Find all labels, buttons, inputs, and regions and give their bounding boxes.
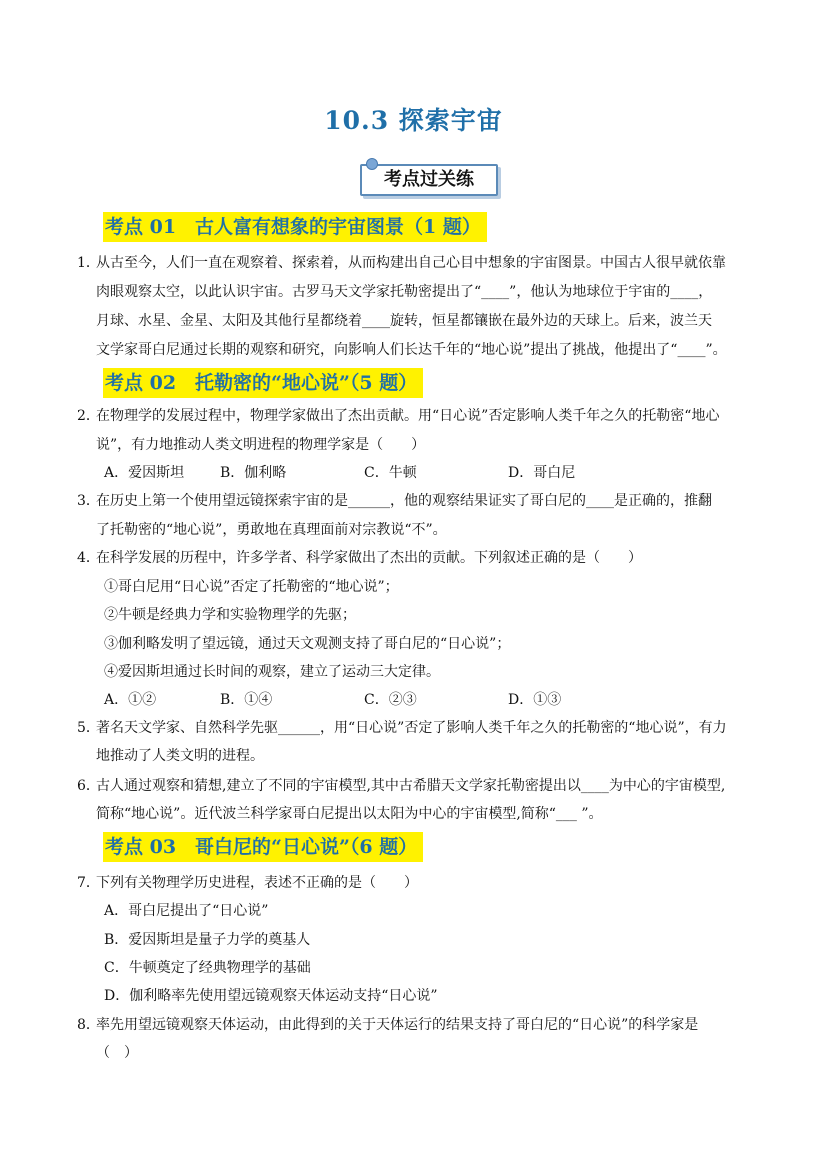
statement-item: ②牛顿是经典力学和实验物理学的先驱； <box>104 607 356 623</box>
statement-item: ④爱因斯坦通过长时间的观察，建立了运动三大定律。 <box>104 664 440 680</box>
option-b: B．爱因斯坦是量子力学的奠基人 <box>104 932 311 948</box>
statement-item: ③伽利略发明了望远镜，通过天文观测支持了哥白尼的“日心说”； <box>104 636 511 652</box>
question-number: 7． <box>77 875 100 891</box>
option-d: D．①③ <box>508 692 562 708</box>
question-line: 在物理学的发展过程中，物理学家做出了杰出贡献。用“日心说”否定影响人类千年之久的托勒密“地心 <box>96 408 720 424</box>
badge-label: 考点过关练 <box>360 164 498 196</box>
option-a: A．①② <box>104 692 157 708</box>
question-number: 8． <box>77 1017 100 1033</box>
question-number: 4． <box>77 550 100 566</box>
option-d: D．伽利略率先使用望远镜观察天体运动支持“日心说” <box>104 988 438 1004</box>
option-a: A．爱因斯坦 <box>104 465 185 481</box>
question-line: 率先用望远镜观察天体运动，由此得到的关于天体运行的结果支持了哥白尼的“日心说”的科学家是 <box>96 1017 699 1033</box>
section-heading-01: 考点 01 古人富有想象的宇宙图景（1 题） <box>103 212 487 242</box>
badge-dot-icon <box>366 158 378 170</box>
question-line: 从古至今，人们一直在观察着、探索着，从而构建出自己心目中想象的宇宙图景。中国古人很早就依靠 <box>96 255 726 271</box>
question-line: 著名天文学家、自然科学先驱______，用“日心说”否定了影响人类千年之久的托勒密的“地心说”，有力 <box>96 720 727 736</box>
question-line: 下列有关物理学历史进程，表述不正确的是（ ） <box>96 875 418 891</box>
option-b: B．①④ <box>220 692 273 708</box>
question-number: 5． <box>77 720 100 736</box>
section-heading-02: 考点 02 托勒密的“地心说”（5 题） <box>103 368 423 398</box>
question-number: 6． <box>77 778 100 794</box>
option-c: C．牛顿 <box>364 465 417 481</box>
question-number: 2． <box>77 408 100 424</box>
question-line: 说”，有力地推动人类文明进程的物理学家是（ ） <box>96 437 426 453</box>
question-line: 月球、水星、金星、太阳及其他行星都绕着____旋转，恒星都镶嵌在最外边的天球上。后来，波兰天 <box>96 313 712 329</box>
question-line: 在科学发展的历程中，许多学者、科学家做出了杰出的贡献。下列叙述正确的是（ ） <box>96 550 642 566</box>
page-title: 10.3 探索宇宙 <box>324 106 503 135</box>
option-c: C．②③ <box>364 692 417 708</box>
question-line: 了托勒密的“地心说”，勇敢地在真理面前对宗教说“不”。 <box>96 522 447 538</box>
section-badge <box>354 158 500 196</box>
statement-item: ①哥白尼用“日心说”否定了托勒密的“地心说”； <box>104 579 399 595</box>
option-a: A．哥白尼提出了“日心说” <box>104 903 269 919</box>
question-number: 3． <box>77 493 100 509</box>
question-line: 在历史上第一个使用望远镜探索宇宙的是______，他的观察结果证实了哥白尼的____是正确的，推翻 <box>96 493 712 509</box>
question-number: 1． <box>77 255 100 271</box>
option-c: C．牛顿奠定了经典物理学的基础 <box>104 960 311 976</box>
option-b: B．伽利略 <box>220 465 287 481</box>
section-heading-03: 考点 03 哥白尼的“日心说”（6 题） <box>103 832 423 862</box>
option-d: D．哥白尼 <box>508 465 576 481</box>
question-line: （ ） <box>96 1045 138 1061</box>
question-line: 肉眼观察太空，以此认识宇宙。古罗马天文学家托勒密提出了“____”，他认为地球位于宇宙的____， <box>96 284 713 300</box>
question-line: 文学家哥白尼通过长期的观察和研究，向影响人们长达千年的“地心说”提出了挑战，他提出了“____”。 <box>96 342 727 358</box>
question-line: 地推动了人类文明的进程。 <box>96 748 264 764</box>
question-line: 古人通过观察和猜想,建立了不同的宇宙模型,其中古希腊天文学家托勒密提出以____为中心的宇宙模型, <box>96 778 726 794</box>
question-line: 简称“地心说”。近代波兰科学家哥白尼提出以太阳为中心的宇宙模型,简称“___ ”。 <box>96 806 603 822</box>
